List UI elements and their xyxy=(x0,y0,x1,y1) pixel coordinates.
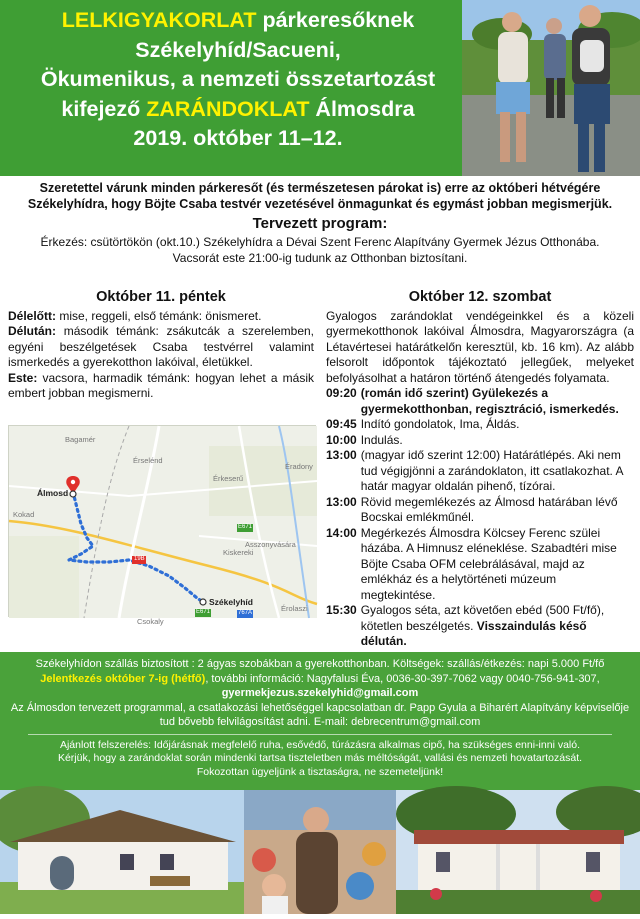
evening-text: vacsora, harmadik témánk: hogyan lehet a másik embert jobban megismerni. xyxy=(8,370,314,400)
intro-line: Szeretettel várunk minden párkeresőt (és természetesen párokat is) erre az októberi hétvégére xyxy=(39,181,601,195)
friar-photo xyxy=(244,790,396,914)
road-shield-label: 19B xyxy=(134,556,145,562)
schedule-item xyxy=(326,603,634,650)
equipment-note: Ajánlott felszerelés: Időjárásnak megfelelő ruha, esővédő, túrázásra alkalmas cipő, ha szükséges enni-inni való. xyxy=(59,738,581,751)
cleanliness-note: Fokozottan ügyeljünk a tisztaságra, ne szemeteljünk! xyxy=(196,765,444,778)
registration-info xyxy=(0,672,640,687)
map-label-szekelyhid: Székelyhíd xyxy=(209,597,253,607)
road-shield-label: 767A xyxy=(238,610,253,616)
map-label-kiskereki: Kiskereki xyxy=(223,548,254,557)
email-link[interactable]: gyermekjezus.szekelyhid@gmail.com xyxy=(221,687,419,699)
arrival-text: Érkezés: csütörtökön (okt.10.) Székelyhídra a Dévai Szent Ferenc Alapítvány Gyermek Jézus Otthonába. xyxy=(40,235,600,249)
title-text: kifejező xyxy=(61,96,147,121)
divider xyxy=(28,734,612,735)
program-title: Tervezett program: xyxy=(252,215,388,232)
schedule-item xyxy=(326,433,634,449)
respect-note: Kérjük, hogy a zarándoklat során mindenki tartsa tiszteletben más méltóságát, vallási és nemzeti hovatartozását. xyxy=(57,752,583,764)
schedule-item xyxy=(326,417,634,433)
afternoon-label: Délután: xyxy=(8,324,56,338)
morning-text: mise, reggeli, első témánk: önismeret. xyxy=(56,308,262,323)
deadline-highlight: Jelentkezés október 7-ig (hétfő) xyxy=(40,672,206,685)
saturday-column xyxy=(326,290,634,650)
intro-text xyxy=(0,180,640,212)
schedule-item xyxy=(326,526,634,604)
title-text: párkeresőknek xyxy=(256,8,415,32)
village-house-photo xyxy=(0,790,244,914)
evening-label: Este: xyxy=(8,370,38,385)
friday-title: Október 11. péntek xyxy=(96,289,226,305)
schedule-text-part: Gyalogos séta, azt követően ebéd (500 Ft/fő), kötetlen beszélgetés. xyxy=(360,603,605,633)
poster-title xyxy=(8,6,468,154)
dinner-text: Vacsorát este 21:00-ig tudunk az Otthonban biztosítani. xyxy=(172,250,468,265)
saturday-intro: Gyalogos zarándoklat vendégeinkkel és a közeli gyermekotthonok lakóival Álmosdra, Magyarországra (a Létavértesei határátkelőn keresztül, kb. 16 km). Az alább felsorolt időpontok tájékoztató jellegűek, melyeket befolyásolhat a határon történő átengedés folyamata. xyxy=(326,308,634,385)
schedule-time: 09:45 xyxy=(326,417,357,431)
title-highlight: LELKIGYAKORLAT xyxy=(61,8,257,32)
schedule-time: 13:00 xyxy=(326,448,357,462)
friday-evening xyxy=(8,371,314,402)
contact-info: , további információ: Nagyfalusi Éva, 0036-30-397-7062 vagy 0040-756-941-307, xyxy=(205,672,600,685)
map-label-csokaly: Csokaly xyxy=(137,617,164,626)
map-label-almosd: Álmosd xyxy=(37,488,69,498)
lodging-info: Székelyhídon szállás biztosított : 2 ágyas szobákban a gyerekotthonban. Költségek: szállás/étkezés: napi 5.000 Ft/fő xyxy=(35,658,605,670)
schedule-time: 15:30 xyxy=(326,603,357,617)
saturday-title: Október 12. szombat xyxy=(408,289,552,305)
map-label-eradony: Éradony xyxy=(285,462,313,471)
map-label-erkeseru: Érkeserű xyxy=(213,474,244,483)
title-text: Székelyhíd/Sacueni, xyxy=(135,37,341,62)
schedule-text: Rövid megemlékezés az Álmosd határában lévő Bocskai emlékműnél. xyxy=(360,494,618,524)
schedule-text: Indulás. xyxy=(360,432,403,447)
route-map xyxy=(8,425,316,626)
schedule-item xyxy=(326,448,634,495)
friday-column xyxy=(8,290,314,402)
schedule-time: 13:00 xyxy=(326,494,357,509)
schedule-time: 09:20 xyxy=(326,386,357,400)
morning-label: Délelőtt: xyxy=(8,308,56,323)
intro-line: Székelyhídra, hogy Böjte Csaba testvér vezetésével önmagunkat és egymást jobban megismerjük. xyxy=(27,197,613,211)
almosd-contact: tud bővebb felvilágosítást adni. E-mail: debrecentrum@gmail.com xyxy=(159,716,481,728)
friday-morning xyxy=(8,309,314,325)
schedule-text: (román idő szerint) Gyülekezés a gyermekotthonban, regisztráció, ismerkedés. xyxy=(360,386,619,416)
schedule-time: 14:00 xyxy=(326,525,357,540)
title-date: 2019. október 11–12. xyxy=(133,126,343,150)
schedule-text: (magyar idő szerint 12:00) Határátlépés. Aki nem tud végigjönni a zarándoklaton, itt csatlakozhat. A határ magyar oldalán pihenő, tízórai. xyxy=(360,448,623,493)
friday-afternoon xyxy=(8,324,314,371)
schedule-text: Megérkezés Álmosdra Kölcsey Ferenc szülei házába. A Himnusz eléneklése. Szabadtéri mise Böjte Csaba OFM celebrálásával, majd az emlékház és a helytörténeti múzeum megtekintése. xyxy=(360,525,617,602)
map-label-erolaszi: Érolaszi xyxy=(281,604,308,613)
schedule-item xyxy=(326,495,634,526)
road-shield-label: E671 xyxy=(196,609,211,615)
map-label-kokad: Kokad xyxy=(13,510,35,519)
schedule-item xyxy=(326,386,634,417)
program-intro xyxy=(0,235,640,266)
road-shield-label: E671 xyxy=(238,524,253,530)
schedule-text xyxy=(361,603,634,650)
memorial-house-photo xyxy=(396,790,640,914)
return-time: Visszaindulás késő délután. xyxy=(360,618,587,648)
info-band xyxy=(0,652,640,790)
map-label-bagamer: Bagamér xyxy=(65,435,96,444)
pilgrims-photo xyxy=(462,0,640,176)
almosd-info: Az Álmosdon tervezett programmal, a csatlakozási lehetőséggel kapcsolatban dr. Papp Gyula a Biharért Alapítvány képviselője xyxy=(10,701,630,714)
map-label-erselend: Érselénd xyxy=(133,456,163,465)
title-text: Álmosdra xyxy=(309,96,415,121)
title-text: Ökumenikus, a nemzeti összetartozást xyxy=(40,67,436,91)
title-highlight: ZARÁNDOKLAT xyxy=(146,96,310,121)
map-label-asszonyvasara: Asszonyvására xyxy=(245,540,296,549)
schedule-text: Indító gondolatok, Ima, Áldás. xyxy=(360,417,520,431)
photo-strip xyxy=(0,790,640,914)
schedule-time: 10:00 xyxy=(326,432,357,447)
afternoon-text: második témánk: zsákutcák a szerelemben, egyéni beszélgetések Csaba testvérrel valamint ismerkedés a gyerekotthon lakóival, életükkel. xyxy=(8,324,314,369)
header-banner xyxy=(0,0,640,176)
